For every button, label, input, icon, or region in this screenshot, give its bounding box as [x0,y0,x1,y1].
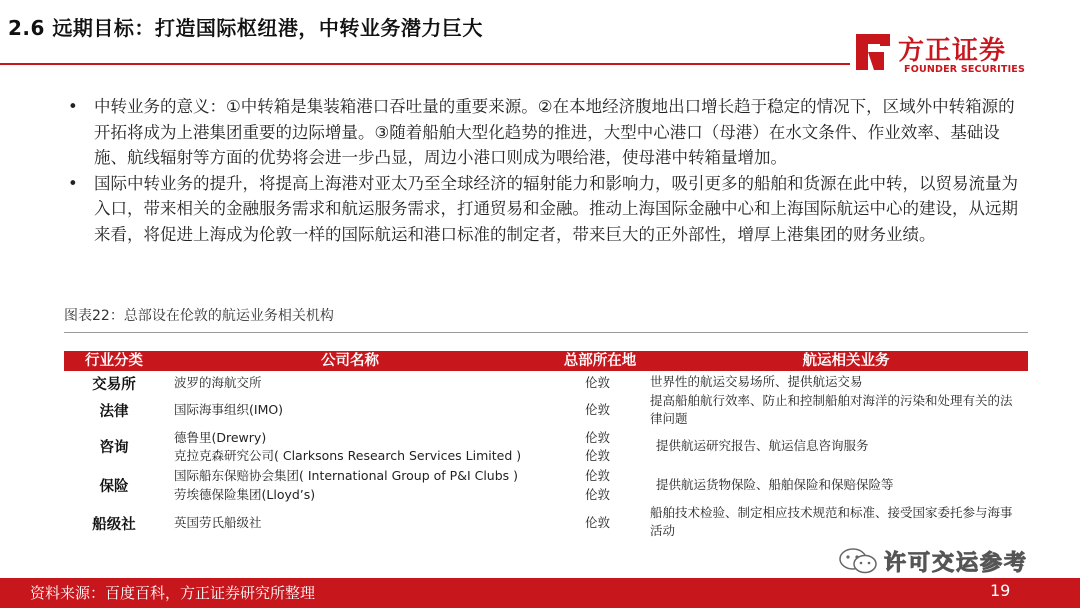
row-hq: 伦敦 [585,468,611,483]
founder-logo-icon [850,30,894,74]
row-company: 英国劳氏船级社 [174,515,262,530]
column-header-hq: 总部所在地 [563,353,637,369]
caption-divider [64,332,1028,333]
table-row [64,428,1028,466]
bullet-text: 中转业务的意义：①中转箱是集装箱港口吞吐量的重要来源。②在本地经济腹地出口增长趋于稳定的情况下，区域外中转箱源的开拓将成为上港集团重要的边际增量。③随着船舶大型化趋势的推进，大型中心港口（母港）在水文条件、作业效率、基础设施、航线辐射等方面的优势将会进一步凸显，周边小港口则成为喂给港，使母港中转箱量增加。 [94,97,1015,167]
slide-title: 2.6 远期目标：打造国际枢纽港，中转业务潜力巨大 [8,16,483,40]
row-hq: 伦敦 [585,487,611,502]
figure-caption: 图表22：总部设在伦敦的航运业务相关机构 [64,308,334,324]
bullet-item [68,171,1018,248]
wechat-icon [838,546,878,576]
bullet-dot: • [68,97,78,116]
row-business: 提供航运货物保险、船舶保险和保赔保险等 [656,477,894,492]
row-hq: 伦敦 [585,448,611,463]
watermark [838,544,1058,578]
page-number: 19 [990,581,1011,600]
column-header-category: 行业分类 [85,353,143,369]
row-company: 德鲁里(Drewry) [174,430,267,445]
row-category: 船级社 [92,517,136,533]
row-company: 劳埃德保险集团(Lloyd’s) [174,487,316,502]
title-underline [0,63,850,65]
bullet-list [68,94,1018,247]
row-company: 国际海事组织(IMO) [174,402,284,417]
row-business: 船舶技术检验、制定相应技术规范和标准、接受国家委托参与海事活动 [650,505,1013,538]
footer-source: 资料来源：百度百科，方正证券研究所整理 [30,584,316,602]
row-category: 保险 [99,479,129,495]
table-row [64,504,1028,544]
table-row [64,373,1028,393]
row-company: 波罗的海航交所 [174,375,262,390]
watermark-text: 许可交运参考 [884,551,1029,576]
column-header-company: 公司名称 [321,353,379,369]
bullet-text: 国际中转业务的提升，将提高上海港对亚太乃至全球经济的辐射能力和影响力，吸引更多的船舶和货源在此中转，以贸易流量为入口，带来相关的金融服务需求和航运服务需求，打通贸易和金融。推动上海国际金融中心和上海国际航运中心的建设，从远期来看，将促进上海成为伦敦一样的国际航运和港口标准的制定者，带来巨大的正外部性，增厚上港集团的财务业绩。 [94,173,1018,244]
table-row [64,466,1028,504]
row-business: 提供航运研究报告、航运信息咨询服务 [656,438,869,453]
row-category: 咨询 [99,440,129,456]
row-business: 提高船舶航行效率、防止和控制船舶对海洋的污染和处理有关的法律问题 [650,393,1013,426]
bullet-item [68,94,1018,171]
row-company: 克拉克森研究公司( Clarksons Research Services Limited ) [174,448,522,463]
row-hq: 伦敦 [585,402,611,417]
logo-chinese-name: 方正证券 [898,36,1007,66]
column-header-business: 航运相关业务 [802,353,890,369]
row-hq: 伦敦 [585,430,611,445]
row-category: 交易所 [92,377,136,393]
row-hq: 伦敦 [585,375,611,390]
table-row [64,392,1028,430]
logo-english-name: FOUNDER SECURITIES [904,64,1026,75]
row-business: 世界性的航运交易场所、提供航运交易 [650,374,863,389]
founder-securities-logo [846,28,1036,78]
row-hq: 伦敦 [585,515,611,530]
row-category: 法律 [99,404,129,420]
table-header [64,351,1028,371]
row-company: 国际船东保赔协会集团( International Group of P&I Clubs ) [174,468,519,483]
bullet-dot: • [68,173,78,193]
